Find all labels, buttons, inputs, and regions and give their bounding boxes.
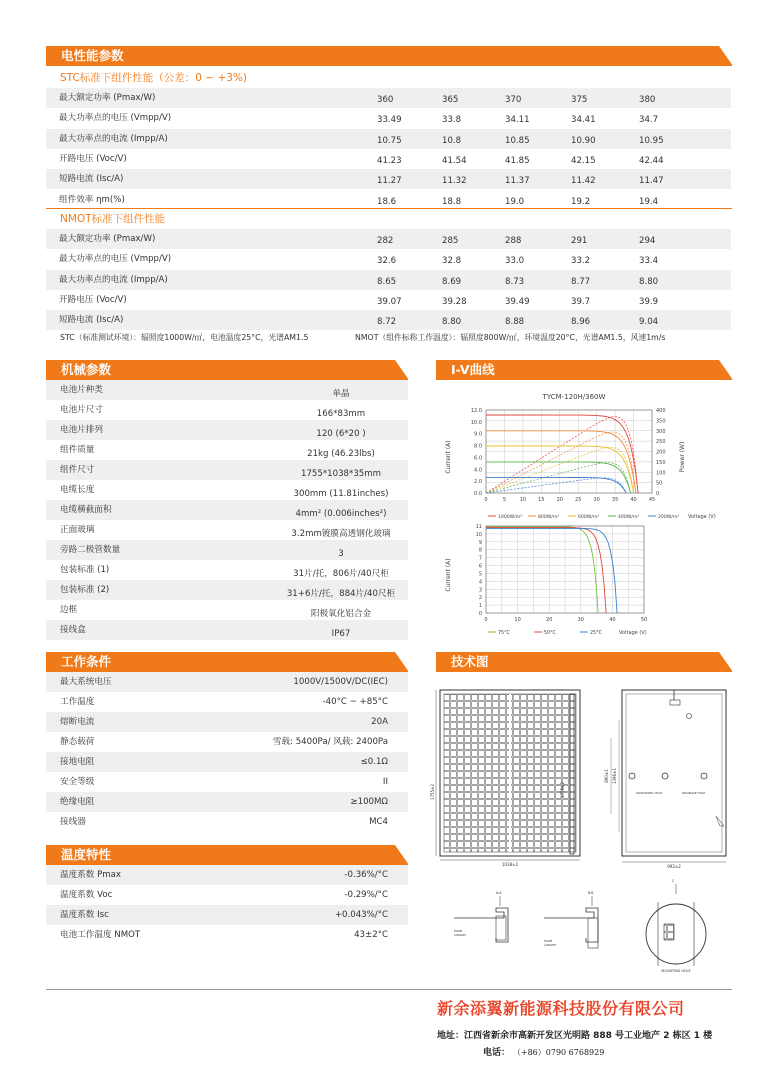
electrical-header: 电性能参数 <box>46 46 732 66</box>
spec-value: 1755*1038*35mm <box>300 469 381 479</box>
spec-value: 375 <box>571 95 588 105</box>
spec-value: 282 <box>377 236 394 246</box>
spec-row <box>46 600 408 620</box>
spec-value: 8.72 <box>377 317 397 328</box>
spec-label: 组件质量 <box>60 445 95 455</box>
spec-value: 33.8 <box>442 115 462 126</box>
back-width-dim: 992±2 <box>667 864 681 869</box>
spec-row <box>46 400 408 420</box>
spec-value: 8.80 <box>639 276 659 287</box>
spec-value: 43±2°C <box>354 930 388 940</box>
tech-drawing <box>430 680 732 980</box>
back-height2-dim: 890±1 <box>604 769 609 783</box>
spec-label: 最大功率点的电流 (Impp/A) <box>59 133 168 144</box>
spec-label: 电缆长度 <box>60 485 95 495</box>
spec-row <box>46 752 408 772</box>
spec-value: 8.88 <box>505 317 525 328</box>
spec-value: 33.2 <box>571 256 591 267</box>
spec-label: 最大额定功率 (Pmax/W) <box>59 234 156 244</box>
spec-value: -0.36%/°C <box>344 870 388 880</box>
legend-label: 600W/m² <box>578 515 600 520</box>
spec-value: 39.9 <box>639 296 659 307</box>
y2-tick-label: 50 <box>656 480 663 487</box>
spec-value: 11.37 <box>505 176 530 187</box>
mechanical-header: 机械参数 <box>46 360 408 380</box>
spec-row <box>46 792 408 812</box>
spec-value: MC4 <box>369 817 388 827</box>
x-tick-label: 20 <box>546 617 553 623</box>
chart2-xlabel: Voltage (V) <box>619 630 647 636</box>
chart1-title: TYCM-120H/360W <box>542 393 606 401</box>
spec-value: 10.85 <box>505 135 530 146</box>
spec-label: 工作温度 <box>60 697 95 707</box>
y-tick-label: 5 <box>478 571 482 578</box>
spec-row <box>46 190 731 210</box>
spec-value: 单晶 <box>332 389 350 399</box>
x-tick-label: 5 <box>502 497 507 503</box>
working-header: 工作条件 <box>46 652 408 672</box>
stc-subtitle: STC标准下组件性能（公差：0 ~ +3%) <box>60 72 247 84</box>
svg-text:GROUNDING HOLE: GROUNDING HOLE <box>636 791 663 795</box>
spec-value: -0.29%/°C <box>344 890 388 900</box>
spec-label: 边框 <box>60 605 78 615</box>
y-tick-label: 4.0 <box>474 467 482 474</box>
spec-label: 最大功率点的电流 (Impp/A) <box>59 274 168 285</box>
y-tick-label: 10 <box>475 531 482 538</box>
spec-row <box>46 520 408 540</box>
spec-row <box>46 732 408 752</box>
x-tick-label: 40 <box>630 497 637 503</box>
company-address: 地址：江西省新余市高新开发区光明路 888 号工业地产 2 栋区 1 楼 <box>437 1031 713 1041</box>
svg-text:C: C <box>672 879 675 883</box>
x-tick-label: 50 <box>640 617 648 623</box>
y-tick-label: 7 <box>478 555 482 562</box>
spec-label: 熔断电流 <box>60 717 95 727</box>
spec-label: 短路电流 (Isc/A) <box>59 315 124 326</box>
svg-text:B-B: B-B <box>588 891 594 895</box>
iv-curve <box>486 527 598 613</box>
x-tick-label: 45 <box>648 497 656 503</box>
y-tick-label: 6 <box>478 563 482 570</box>
spec-label: 电池片种类 <box>60 385 103 395</box>
legend-label: 25°C <box>590 631 602 636</box>
y2-tick-label: 300 <box>656 428 666 435</box>
spec-value: 288 <box>505 236 522 246</box>
chart1-y2label: Power (W) <box>679 441 686 473</box>
tech-header: 技术图 <box>436 652 732 672</box>
spec-value: 41.85 <box>505 155 530 166</box>
spec-label: 电池工作温度 NMOT <box>60 930 141 940</box>
y-tick-label: 11 <box>475 524 482 530</box>
y-tick-label: 4 <box>478 579 482 586</box>
legend-label: 50°C <box>544 631 556 636</box>
svg-text:DRAINAGE HOLE: DRAINAGE HOLE <box>682 791 706 795</box>
nmot-subtitle: NMOT标准下组件性能 <box>60 213 166 225</box>
spec-value: 8.69 <box>442 276 462 287</box>
pv-curve <box>486 478 626 493</box>
x-tick-label: 30 <box>593 497 600 503</box>
spec-label: 最大系统电压 <box>60 677 112 687</box>
spec-label: 安全等级 <box>60 777 95 787</box>
spec-value: 33.0 <box>505 256 525 267</box>
spec-value: 10.90 <box>571 135 596 146</box>
front-width-dim: 1038±2 <box>501 862 519 867</box>
spec-row <box>46 540 408 560</box>
y-tick-label: 8 <box>478 547 482 554</box>
spec-value: 31片/托，806片/40尺柜 <box>293 569 389 579</box>
back-height-dim: 1396±1 <box>612 767 617 785</box>
svg-text:A-A: A-A <box>496 891 502 895</box>
spec-row <box>46 672 408 692</box>
y2-tick-label: 400 <box>656 408 666 414</box>
spec-label: 包装标准 (2) <box>60 585 110 595</box>
legend-label: 75°C <box>498 631 510 636</box>
y-tick-label: 2 <box>478 595 482 602</box>
spec-label: 接线器 <box>60 817 86 827</box>
spec-label: 电池片尺寸 <box>60 405 103 415</box>
y2-tick-label: 250 <box>656 439 666 446</box>
spec-value: 19.4 <box>639 196 659 207</box>
x-tick-label: 10 <box>514 617 521 623</box>
spec-value: 291 <box>571 236 588 246</box>
legend-label: 1000W/m² <box>498 515 523 520</box>
legend-label: 400W/m² <box>618 515 640 520</box>
company-name: 新余添翼新能源科技股份有限公司 <box>437 999 685 1018</box>
spec-row <box>46 440 408 460</box>
spec-value: 8.65 <box>377 276 397 287</box>
spec-row <box>46 380 408 400</box>
y2-tick-label: 200 <box>656 449 666 456</box>
spec-row <box>46 229 731 249</box>
spec-value: 34.7 <box>639 115 659 126</box>
y-tick-label: 9.0 <box>474 431 482 438</box>
section-details <box>454 879 706 973</box>
iv-header: I-V曲线 <box>436 360 732 380</box>
spec-label: 电缆横截面积 <box>60 505 112 515</box>
spec-label: 接地电阻 <box>60 757 95 767</box>
spec-value: 4mm² (0.006inches²) <box>295 509 387 519</box>
spec-value: 18.8 <box>442 196 462 207</box>
spec-value: 31+6片/托，884片/40尺柜 <box>286 589 396 599</box>
spec-row <box>46 580 408 600</box>
iv-curve <box>486 528 606 613</box>
spec-value: 33.4 <box>639 256 659 267</box>
x-tick-label: 30 <box>577 617 584 623</box>
spec-value: 300mm (11.81inches) <box>293 489 389 499</box>
spec-value: 19.0 <box>505 196 525 207</box>
svg-text:LAMINATE: LAMINATE <box>544 944 556 947</box>
spec-label: 正面玻璃 <box>60 525 95 535</box>
stc-divider <box>46 208 732 209</box>
spec-value: 11.47 <box>639 176 664 187</box>
spec-label: 绝缘电阻 <box>60 797 95 807</box>
company-phone <box>483 1045 604 1058</box>
spec-row <box>46 560 408 580</box>
spec-value: II <box>382 777 388 787</box>
spec-row <box>46 620 408 640</box>
spec-row <box>46 692 408 712</box>
spec-value: 39.28 <box>442 296 467 307</box>
spec-row <box>46 812 408 832</box>
spec-label: 旁路二极管数量 <box>60 545 121 555</box>
stc-note: STC（标准测试环境）：辐照度1000W/㎡，电池温度25°C，光谱AM1.5 <box>60 333 309 342</box>
spec-row <box>46 270 731 290</box>
x-tick-label: 10 <box>519 497 527 503</box>
y2-tick-label: 150 <box>656 459 666 466</box>
spec-value: 39.07 <box>377 296 402 307</box>
front-view <box>430 690 580 867</box>
spec-value: 370 <box>505 95 522 105</box>
spec-label: 最大功率点的电压 (Vmpp/V) <box>59 113 172 124</box>
y-tick-label: 10.0 <box>470 419 482 426</box>
phone-number: （+86）0790 6768929 <box>512 1048 605 1057</box>
spec-label: 开路电压 (Voc/V) <box>59 294 127 305</box>
spec-row <box>46 865 408 885</box>
y-tick-label: 3 <box>478 587 482 594</box>
spec-value: 294 <box>639 236 656 246</box>
spec-label: 接线盒 <box>60 625 86 635</box>
legend-label: 800W/m² <box>538 515 560 520</box>
y-tick-label: 9 <box>478 539 482 546</box>
spec-row <box>46 149 731 169</box>
spec-value: 32.8 <box>442 256 462 267</box>
spec-row <box>46 460 408 480</box>
x-tick-label: 0 <box>484 497 488 503</box>
spec-row <box>46 712 408 732</box>
spec-row <box>46 310 731 330</box>
y2-tick-label: 350 <box>656 418 666 425</box>
nmot-note: NMOT（组件标称工作温度）：辐照度800W/㎡，环境温度20°C，光谱AM1.5，风速1m/s <box>355 333 666 342</box>
spec-value: 42.15 <box>571 155 596 166</box>
spec-value: 32.6 <box>377 256 397 267</box>
spec-value: 11.42 <box>571 176 596 187</box>
chart1-xlabel: Voltage (V) <box>688 514 716 520</box>
spec-value: 阳极氧化铝合金 <box>310 609 372 619</box>
spec-row <box>46 169 731 189</box>
spec-value: 18.6 <box>377 196 397 207</box>
spec-label: 电池片排列 <box>60 425 103 435</box>
spec-label: 短路电流 (Isc/A) <box>59 174 124 185</box>
legend-label: 200W/m² <box>658 515 680 520</box>
spec-value: 19.2 <box>571 196 591 207</box>
spec-value: 42.44 <box>639 155 664 166</box>
spec-row <box>46 885 408 905</box>
spec-label: 组件效率 ηm(%) <box>59 194 125 205</box>
spec-label: 温度系数 Isc <box>60 910 109 920</box>
spec-label: 温度系数 Pmax <box>60 870 122 880</box>
spec-value: 20A <box>371 717 388 727</box>
spec-value: 41.54 <box>442 155 467 166</box>
spec-row <box>46 249 731 269</box>
y2-tick-label: 0 <box>656 491 660 497</box>
spec-row <box>46 88 731 108</box>
spec-value: 8.73 <box>505 276 525 287</box>
spec-value: 3.2mm镀膜高透钢化玻璃 <box>291 529 391 539</box>
spec-row <box>46 500 408 520</box>
spec-value: 34.11 <box>505 115 530 126</box>
spec-value: 166*83mm <box>316 409 366 419</box>
spec-row <box>46 129 731 149</box>
spec-value: ≤0.1Ω <box>360 757 388 767</box>
front-height-dim: 1755±2 <box>430 783 435 801</box>
spec-value: 120 (6*20 ) <box>316 429 366 439</box>
mounting-hole-label: MOUNTING HOLE <box>661 969 691 973</box>
y-tick-label: 2.0 <box>474 479 482 486</box>
spec-row <box>46 905 408 925</box>
spec-value: 21kg (46.23lbs) <box>307 449 375 459</box>
spec-value: 34.41 <box>571 115 596 126</box>
y-tick-label: 0.0 <box>474 491 482 497</box>
spec-label: 温度系数 Voc <box>60 890 113 900</box>
spec-value: 10.95 <box>639 135 664 146</box>
chart2-ylabel: Current (A) <box>445 558 452 592</box>
back-view <box>604 690 726 869</box>
spec-value: 380 <box>639 95 656 105</box>
spec-value: 10.75 <box>377 135 402 146</box>
spec-row <box>46 772 408 792</box>
side-height-dim: 1755±2 <box>560 781 565 799</box>
spec-value: 285 <box>442 236 459 246</box>
spec-value: 39.7 <box>571 296 591 307</box>
temperature-header: 温度特性 <box>46 845 408 865</box>
spec-row <box>46 480 408 500</box>
chart1-ylabel: Current (A) <box>445 440 452 474</box>
svg-text:FRAME: FRAME <box>454 930 463 933</box>
x-tick-label: 40 <box>609 617 616 623</box>
spec-value: 8.80 <box>442 317 462 328</box>
spec-label: 组件尺寸 <box>60 465 95 475</box>
spec-value: 雪载: 5400Pa/ 风载: 2400Pa <box>272 737 388 747</box>
spec-value: 360 <box>377 95 394 105</box>
spec-value: 9.04 <box>639 317 659 328</box>
y-tick-label: 0 <box>478 611 482 617</box>
spec-value: 1000V/1500V/DC(IEC) <box>293 677 388 687</box>
x-tick-label: 20 <box>556 497 563 503</box>
phone-label: 电话： <box>483 1048 511 1058</box>
iv-chart-temperature <box>436 520 732 645</box>
y-tick-label: 6.0 <box>474 455 482 462</box>
spec-value: 11.32 <box>442 176 467 187</box>
spec-value: -40°C ~ +85°C <box>322 697 388 707</box>
y-tick-label: 1 <box>478 603 482 610</box>
spec-value: 10.8 <box>442 135 462 146</box>
y2-tick-label: 100 <box>656 470 666 477</box>
svg-text:LAMINATE: LAMINATE <box>454 934 466 937</box>
spec-label: 最大功率点的电压 (Vmpp/V) <box>59 254 172 265</box>
spec-value: 365 <box>442 95 459 105</box>
spec-row <box>46 108 731 128</box>
spec-label: 静态载荷 <box>60 737 95 747</box>
spec-value: 11.27 <box>377 176 402 187</box>
spec-row <box>46 925 408 945</box>
spec-label: 最大额定功率 (Pmax/W) <box>59 93 156 103</box>
spec-row <box>46 420 408 440</box>
spec-value: 8.96 <box>571 317 591 328</box>
spec-row <box>46 290 731 310</box>
y-tick-label: 8.0 <box>474 443 482 450</box>
spec-value: ≥100MΩ <box>350 797 388 807</box>
x-tick-label: 25 <box>575 497 582 503</box>
spec-value: 39.49 <box>505 296 530 307</box>
spec-value: +0.043%/°C <box>334 910 388 920</box>
spec-value: 3 <box>338 549 344 559</box>
svg-text:FRAME: FRAME <box>544 940 553 943</box>
iv-chart-irradiance <box>436 385 732 525</box>
spec-label: 开路电压 (Voc/V) <box>59 153 127 164</box>
spec-value: 8.77 <box>571 276 591 287</box>
spec-value: IP67 <box>331 629 351 639</box>
footer-divider <box>46 989 732 990</box>
spec-value: 41.23 <box>377 155 402 166</box>
pv-curve <box>486 463 631 493</box>
x-tick-label: 35 <box>611 497 619 503</box>
spec-value: 33.49 <box>377 115 402 126</box>
spec-label: 包装标准 (1) <box>60 565 110 575</box>
x-tick-label: 0 <box>484 617 488 623</box>
y-tick-label: 12.0 <box>470 408 482 414</box>
x-tick-label: 15 <box>538 497 545 503</box>
